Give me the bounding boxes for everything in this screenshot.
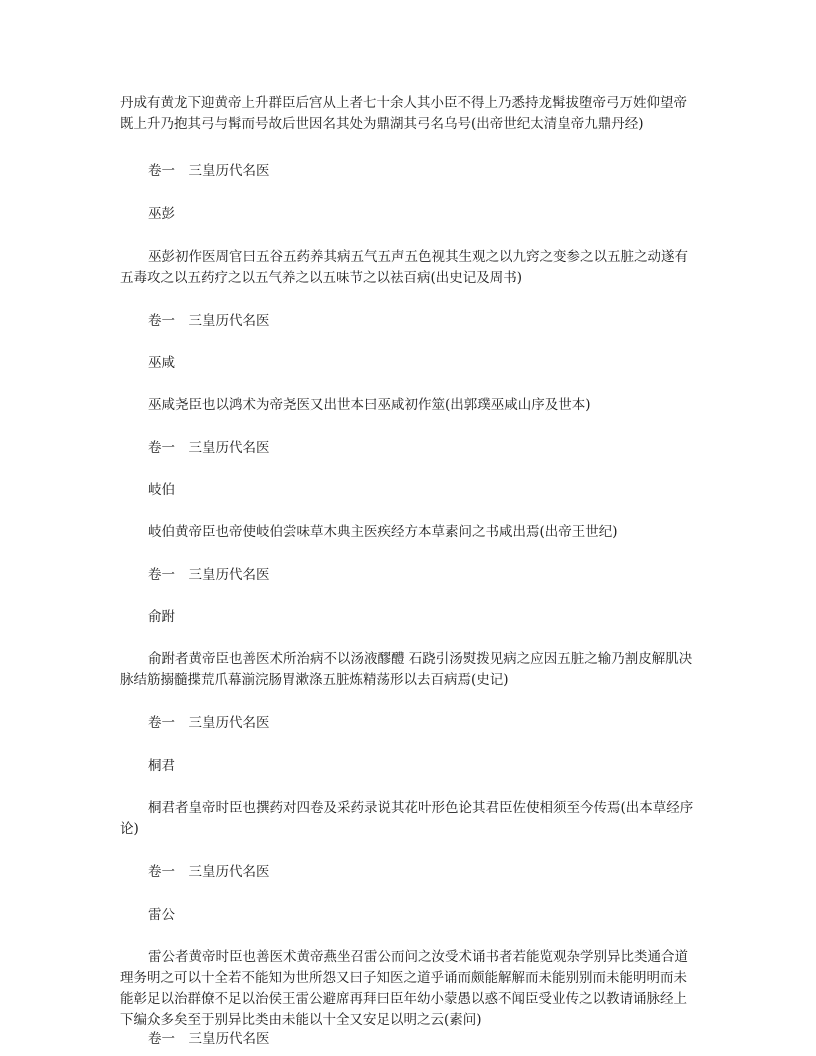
section-label: 卷一 三皇历代名医 — [148, 440, 270, 456]
section-label: 卷一 三皇历代名医 — [148, 715, 270, 731]
entry-heading-qibo: 岐伯 — [148, 482, 175, 498]
entry-body-tongjun: 桐君者皇帝时臣也撰药对四卷及采药录说其花叶形色论其君臣佐使相须至今传焉(出本草经序论) — [120, 800, 694, 837]
entry-body-yufu: 俞跗者黄帝臣也善医术所治病不以汤液醪醴 石跷引汤熨拨见病之应因五脏之输乃割皮解肌决脉结筋搦髓揲荒爪幕湔浣肠胃漱涤五脏炼精荡形以去百病焉(史记) — [120, 651, 693, 688]
entry-heading-tongjun: 桐君 — [148, 758, 175, 774]
entry-body-wuxian: 巫咸尧臣也以鸿术为帝尧医又出世本曰巫咸初作筮(出郭璞巫咸山序及世本) — [148, 397, 591, 413]
entry-body-wupeng: 巫彭初作医周官曰五谷五药养其病五气五声五色视其生观之以九窍之变参之以五脏之动遂有五毒攻之以五药疗之以五气养之以五味节之以祛百病(出史记及周书) — [120, 249, 688, 286]
paragraph-huangdi-ascension: 丹成有黄龙下迎黄帝上升群臣后宫从上者七十余人其小臣不得上乃悉持龙髯拔堕帝弓万姓仰望帝既上升乃抱其弓与髯而号故后世因名其处为鼎湖其弓名乌号(出帝世纪太清皇帝九鼎丹经) — [120, 95, 687, 132]
entry-heading-yufu: 俞跗 — [148, 609, 175, 625]
entry-heading-wupeng: 巫彭 — [148, 206, 175, 222]
entry-body-leigong: 雷公者黄帝时臣也善医术黄帝燕坐召雷公而问之汝受术诵书者若能览观杂学别异比类通合道理务明之可以十全若不能知为世所怨又曰子知医之道乎诵而颇能解解而未能别别而未能明明而未能彰足以治群僚不足以治侯王雷公避席再拜曰臣年幼小蒙愚以惑不闻臣受业传之以教请诵脉经上下编众多矣至于别异比类由未能以十全又安足以明之云(素问) — [120, 949, 688, 1028]
entry-heading-wuxian: 巫咸 — [148, 355, 175, 371]
section-label: 卷一 三皇历代名医 — [148, 1031, 270, 1047]
section-label: 卷一 三皇历代名医 — [148, 313, 270, 329]
section-label: 卷一 三皇历代名医 — [148, 163, 270, 179]
entry-body-qibo: 岐伯黄帝臣也帝使岐伯尝味草木典主医疾经方本草素问之书咸出焉(出帝王世纪) — [148, 524, 618, 540]
section-label: 卷一 三皇历代名医 — [148, 567, 270, 583]
entry-heading-leigong: 雷公 — [148, 907, 175, 923]
section-label: 卷一 三皇历代名医 — [148, 864, 270, 880]
